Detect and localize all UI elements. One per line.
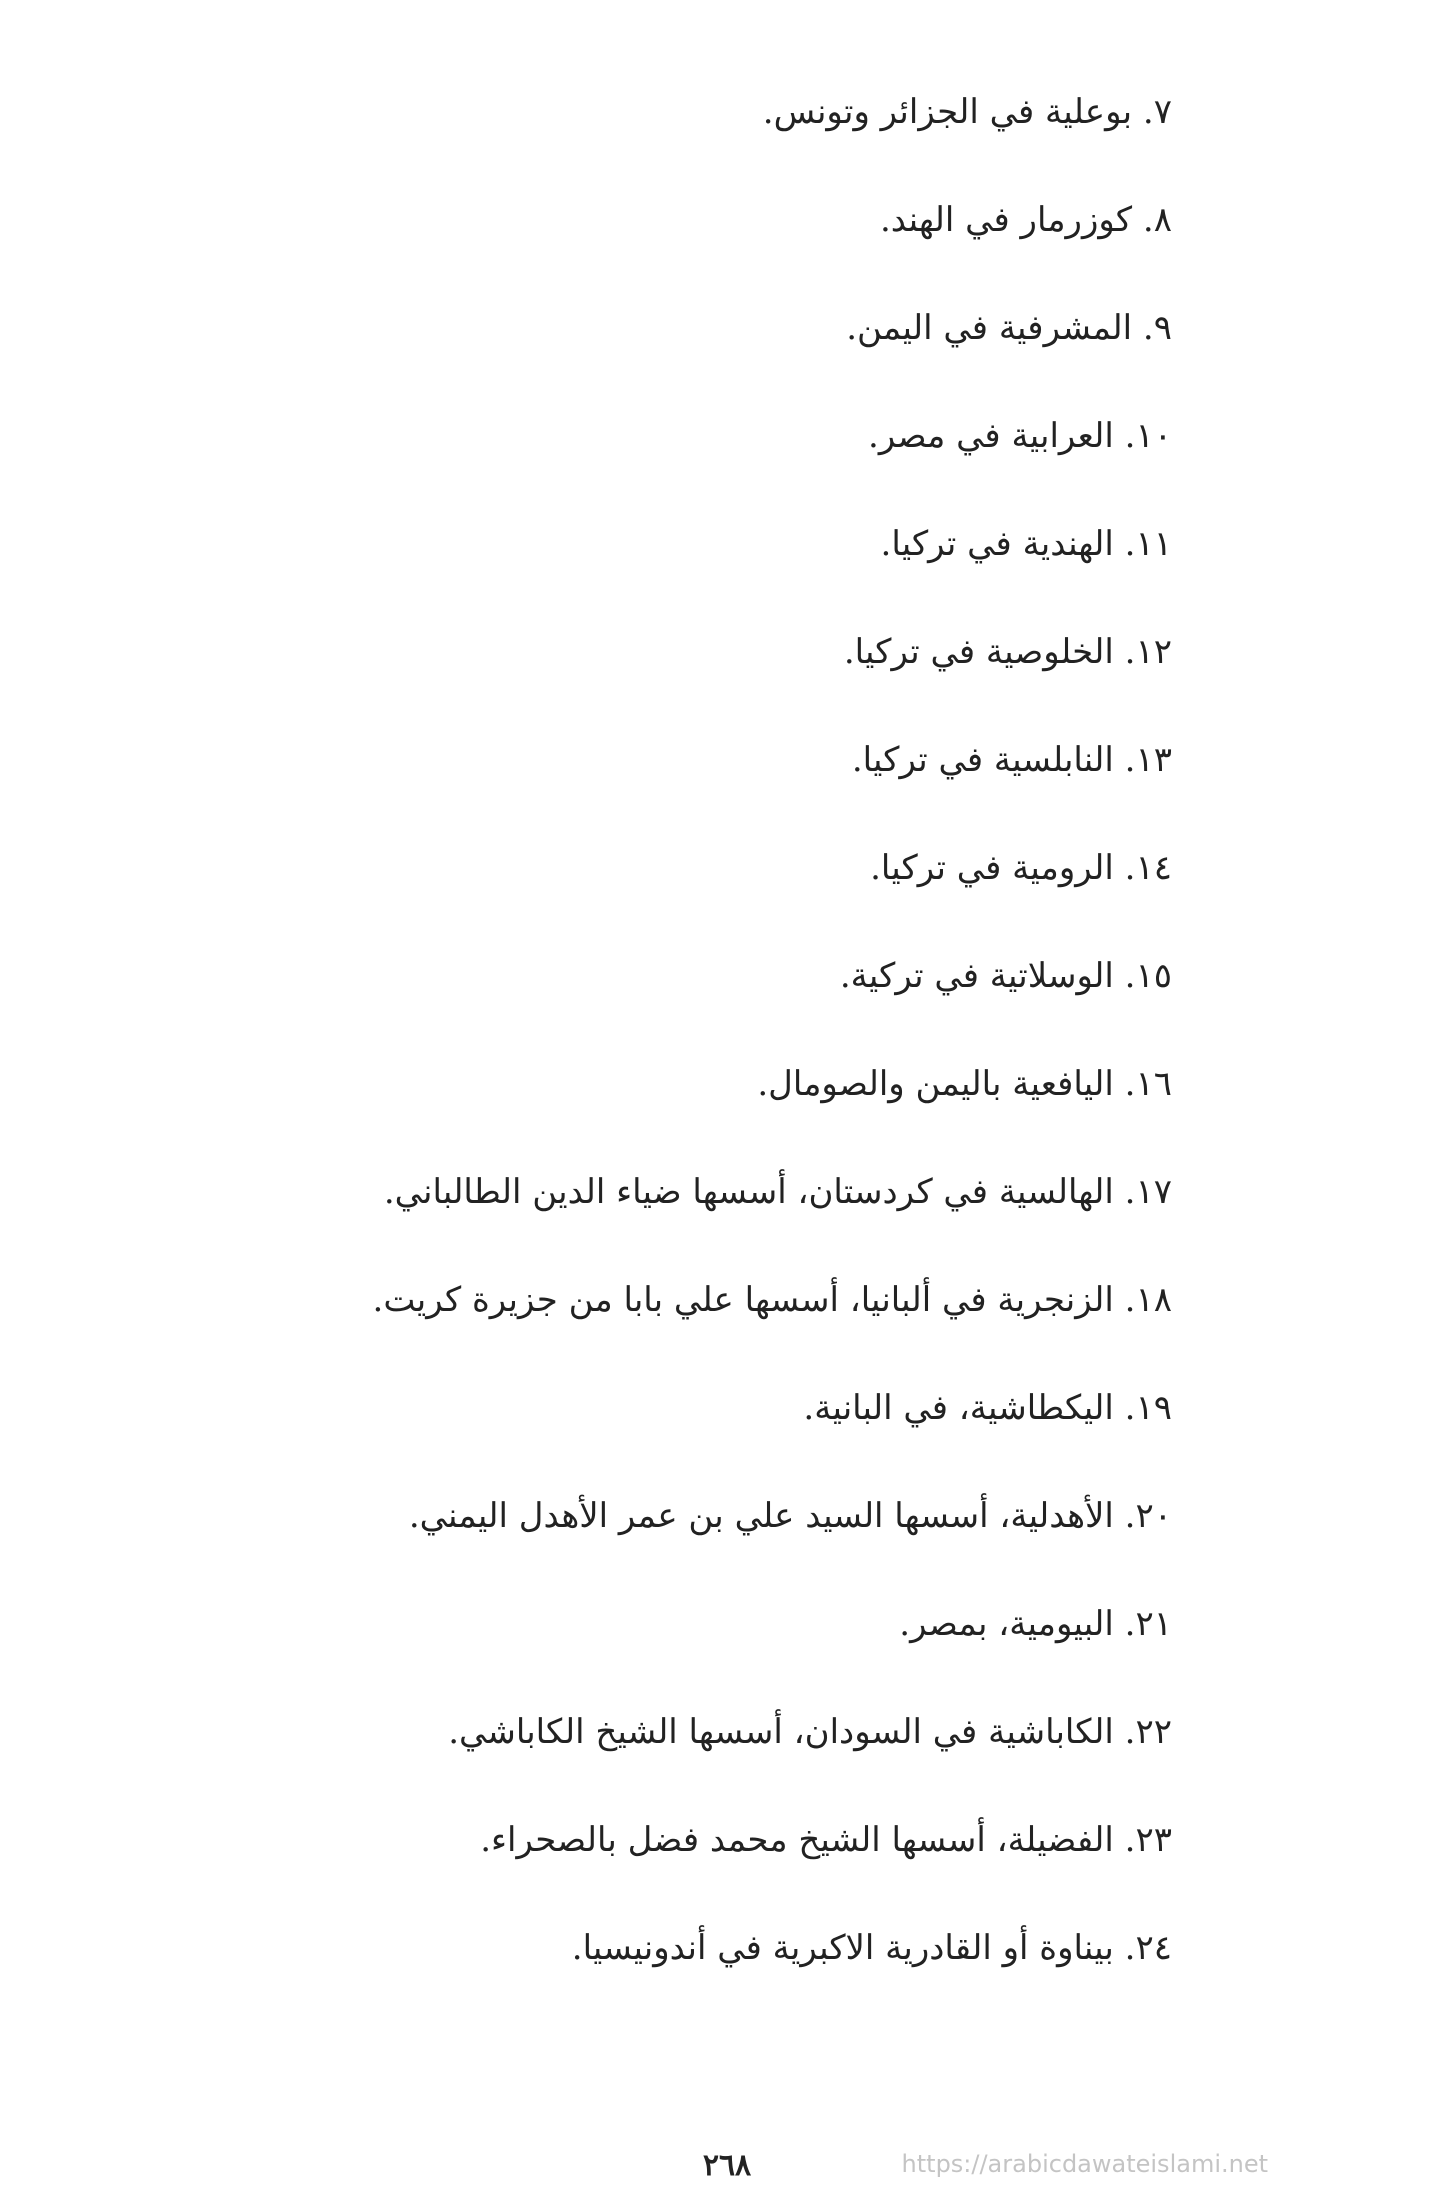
list-item: ١٧. الهالسية في كردستان، أسسها ضياء الدين الطالباني. (383, 1172, 1172, 1212)
list-item: ١٠. العرابية في مصر. (868, 416, 1172, 456)
list-item: ١٣. النابلسية في تركيا. (851, 740, 1172, 780)
watermark-url: https://arabicdawateislami.net (901, 2150, 1268, 2178)
list-item: ٢٣. الفضيلة، أسسها الشيخ محمد فضل بالصحراء. (480, 1820, 1172, 1860)
list-item: ٢٠. الأهدلية، أسسها السيد علي بن عمر الأهدل اليمني. (408, 1496, 1172, 1536)
list-item: ١٨. الزنجرية في ألبانيا، أسسها علي بابا من جزيرة كريت. (372, 1280, 1172, 1320)
list-item: ١٦. اليافعية باليمن والصومال. (757, 1064, 1172, 1104)
list-item: ١٥. الوسلاتية في تركية. (839, 956, 1172, 996)
list-item: ٢٢. الكاباشية في السودان، أسسها الشيخ الكاباشي. (448, 1712, 1172, 1752)
list-item: ٩. المشرفية في اليمن. (846, 308, 1172, 348)
tariqa-list (272, 88, 1172, 2032)
list-item: ١٤. الرومية في تركيا. (870, 848, 1172, 888)
list-item: ١٩. اليكطاشية، في البانية. (803, 1388, 1172, 1428)
page-number: ٢٦٨ (702, 2148, 752, 2183)
list-item: ٧. بوعلية في الجزائر وتونس. (762, 92, 1172, 132)
list-item: ١١. الهندية في تركيا. (880, 524, 1172, 564)
list-item: ٢٤. بيناوة أو القادرية الاكبرية في أندونيسيا. (571, 1928, 1172, 1968)
list-item: ٢١. البيومية، بمصر. (899, 1604, 1172, 1644)
list-item: ٨. كوزرمار في الهند. (879, 200, 1172, 240)
list-item: ١٢. الخلوصية في تركيا. (843, 632, 1172, 672)
